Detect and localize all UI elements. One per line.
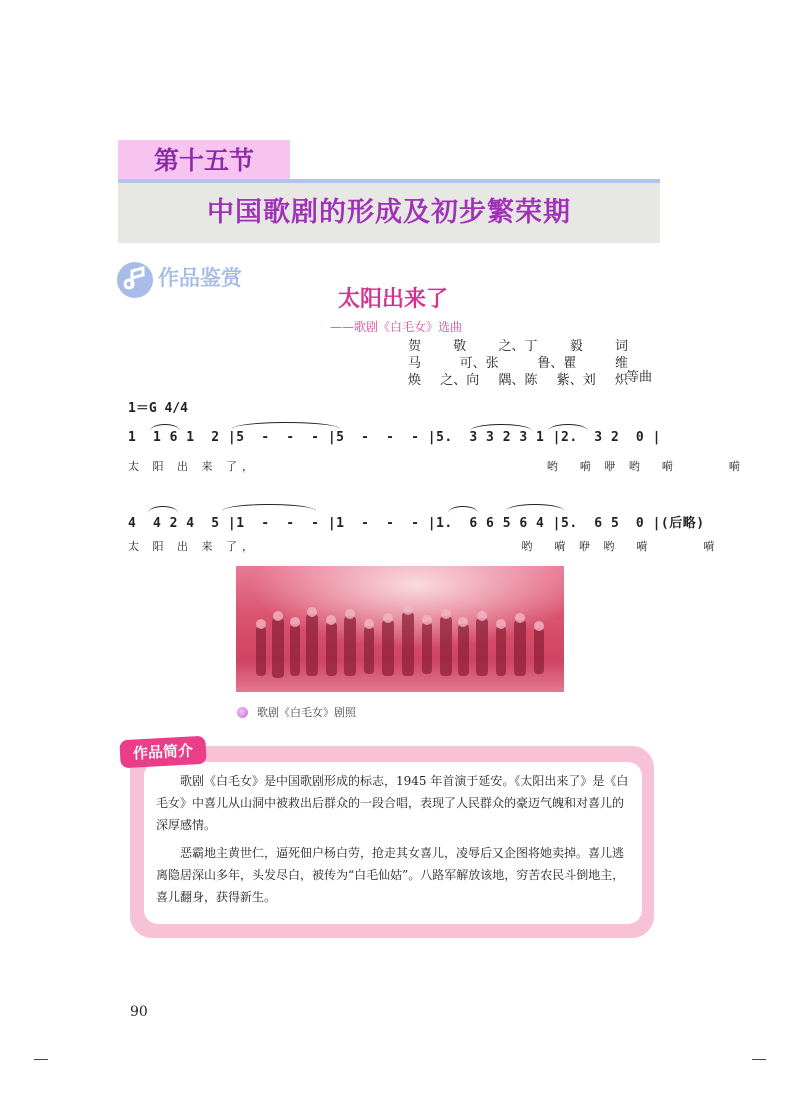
intro-paragraph: 歌剧《白毛女》是中国歌剧形成的标志，1945 年首演于延安。《太阳出来了》是《白毛女》中喜儿从山洞中被救出后群众的一段合唱，表现了人民群众的豪迈气魄和对喜儿的深厚感情。 (156, 774, 629, 832)
credit-word: 焕 (408, 373, 422, 388)
credit-line (408, 355, 628, 372)
slur (506, 504, 564, 511)
score-line-1: 1 1 6 1 2 |5 - - - |5 - - - |5. 3 3 2 3 1 |2. 3 2 0 | (128, 430, 661, 445)
credit-word: 紫、刘 (556, 373, 596, 388)
song-subtitle: ——歌剧《白毛女》选曲 (330, 320, 463, 334)
section-label: 作品鉴赏 (158, 266, 242, 290)
credit-word: 鲁、瞿 (537, 356, 577, 371)
page-number: 90 (130, 1004, 148, 1020)
key-signature: 1＝G 4/4 (128, 401, 188, 416)
section-number: 第十五节 (153, 146, 254, 175)
opera-photo (236, 566, 564, 692)
photo-caption: 歌剧《白毛女》剧照 (257, 706, 356, 719)
caption-bullet-icon (237, 707, 248, 718)
credit-word: 之、向 (440, 373, 480, 388)
score-line-2: 4 4 2 4 5 |1 - - - |1 - - - |1. 6 6 5 6 4 |5. 6 5 0 |(后略) (128, 516, 705, 531)
credit-word: 敬 (453, 339, 467, 354)
crop-mark (34, 1059, 48, 1060)
section-tab (118, 140, 290, 182)
credit-word: 毅 (569, 339, 583, 354)
intro-paragraph: 恶霸地主黄世仁，逼死佃户杨白劳，抢走其女喜儿，凌辱后又企图将她卖掉。喜儿逃离隐居深山多年，头发尽白，被传为“白毛仙姑”。八路军解放该地，穷苦农民斗倒地主，喜儿翻身，获得新生。 (156, 846, 625, 904)
song-title: 太阳出来了 (337, 287, 448, 312)
credit-word: 维 (614, 356, 628, 371)
lyrics-line-2: 太 阳 出 来 了， 哟 嗬 咿 哟 嗬 嗬 (128, 540, 720, 553)
credits-suffix: 等曲 (626, 370, 653, 385)
tie (232, 422, 340, 429)
credit-word: 贺 (408, 339, 422, 354)
credit-line (408, 338, 628, 355)
slur (148, 506, 178, 513)
crop-mark (752, 1059, 766, 1060)
slur (448, 506, 478, 513)
credit-word: 词 (614, 339, 628, 354)
intro-text (156, 770, 634, 914)
credit-word: 可、张 (459, 356, 499, 371)
credit-word: 隅、陈 (498, 373, 538, 388)
credit-word: 炽 (614, 373, 628, 388)
credit-word: 马 (408, 356, 422, 371)
chapter-title: 中国歌剧的形成及初步繁荣期 (207, 197, 571, 228)
slur (470, 424, 532, 431)
credit-word: 之、丁 (498, 339, 538, 354)
credit-line (408, 372, 628, 389)
chapter-title-box (118, 183, 660, 243)
intro-tag: 作品简介 (119, 736, 206, 768)
lyrics-line-1: 太 阳 出 来 了， 哟 嗬 咿 哟 嗬 嗬 (128, 460, 745, 473)
slur (150, 424, 180, 431)
slur (548, 424, 588, 431)
tie (222, 504, 316, 511)
